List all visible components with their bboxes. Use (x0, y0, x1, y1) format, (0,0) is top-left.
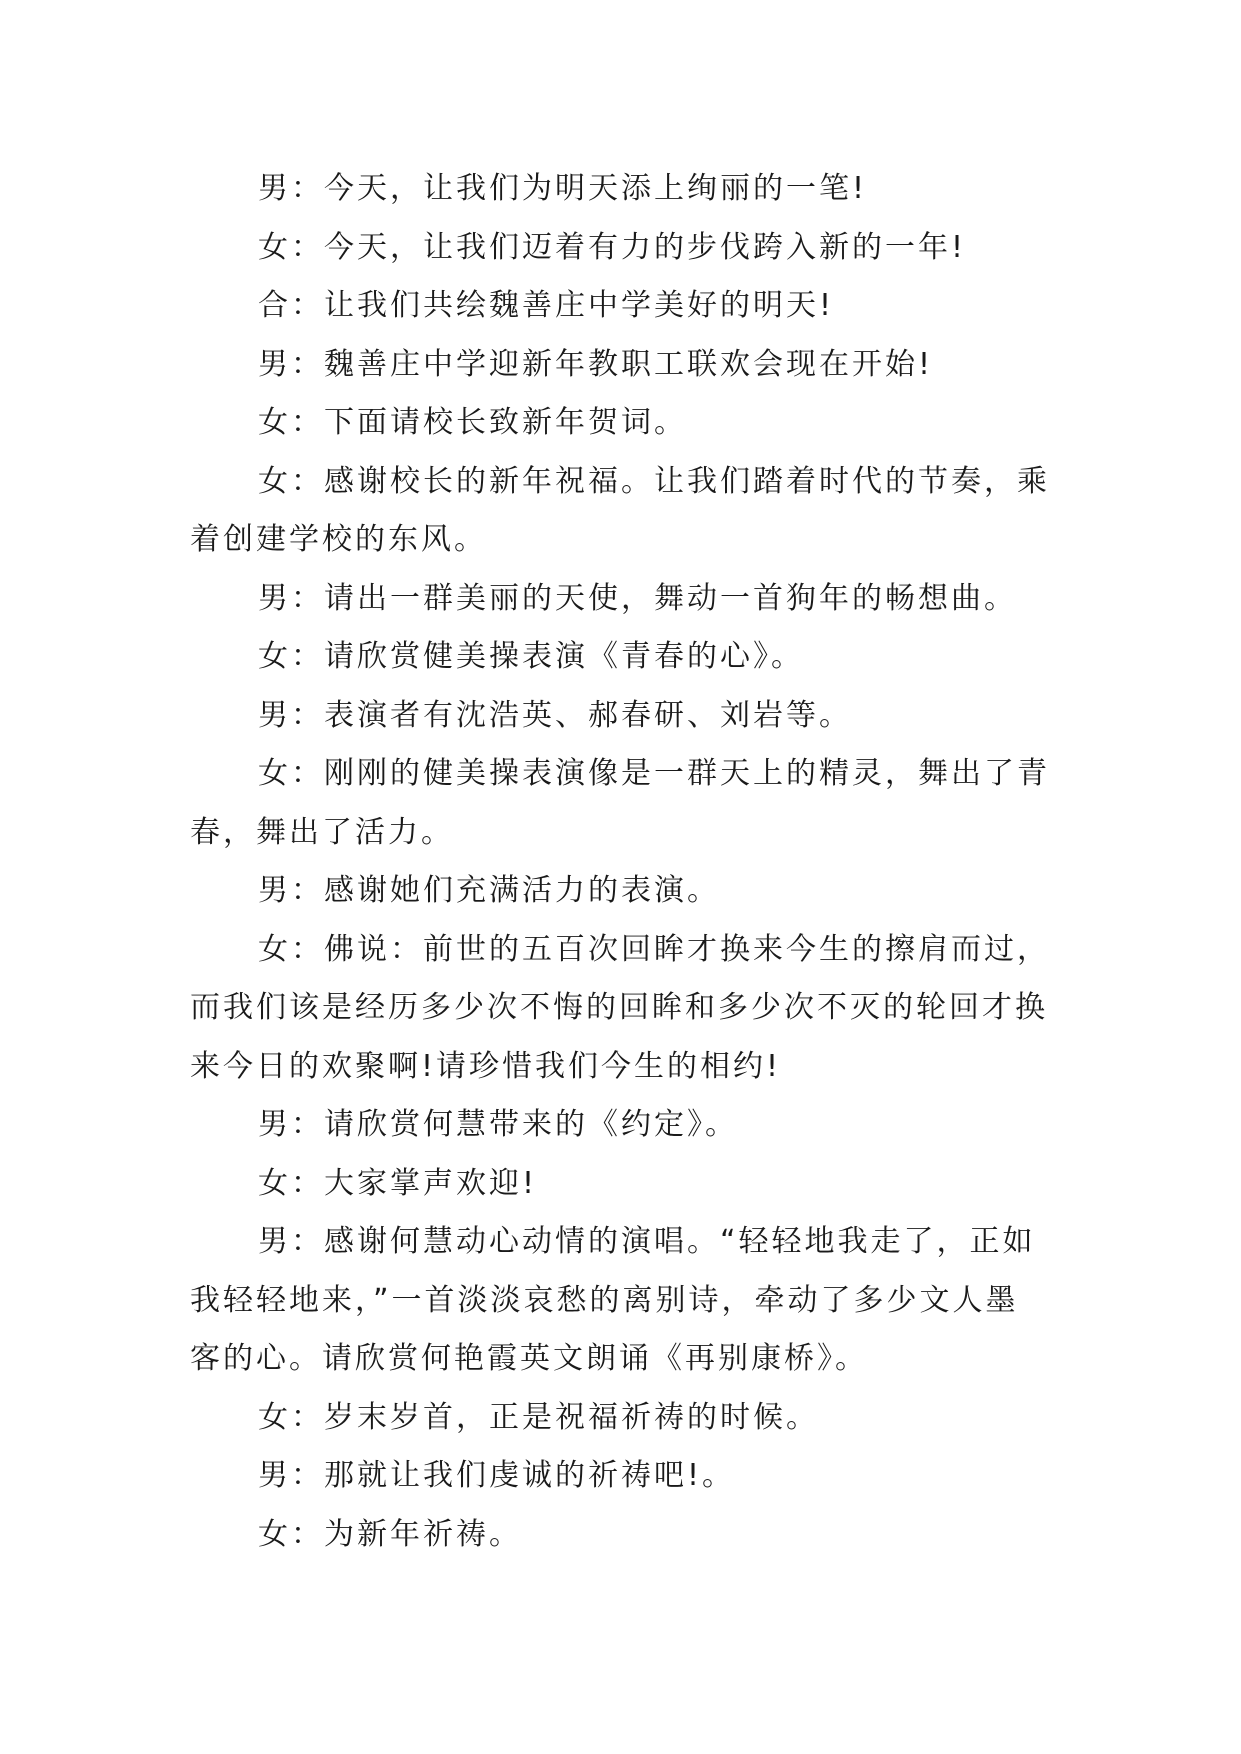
paragraph: 女：佛说：前世的五百次回眸才换来今生的擦肩而过，而我们该是经历多少次不悔的回眸和多少次不灭的轮回才换来今日的欢聚啊!请珍惜我们今生的相约! (190, 931, 1050, 1084)
paragraph: 女：岁末岁首，正是祝福祈祷的时候。 (258, 1399, 819, 1435)
paragraph: 男：感谢何慧动心动情的演唱。“轻轻地我走了，正如我轻轻地来，”一首淡淡哀愁的离别诗，牵动了多少文人墨客的心。请欣赏何艳霞英文朗诵《再别康桥》。 (190, 1224, 1036, 1376)
paragraph: 男：感谢她们充满活力的表演。 (258, 873, 720, 908)
paragraph: 合：让我们共绘魏善庄中学美好的明天! (258, 288, 835, 323)
paragraph: 女：为新年祈祷。 (258, 1516, 522, 1552)
paragraph: 女：请欣赏健美操表演《青春的心》。 (258, 639, 804, 674)
paragraph: 男：请出一群美丽的天使，舞动一首狗年的畅想曲。 (258, 580, 1017, 616)
paragraph: 男：那就让我们虔诚的祈祷吧!。 (258, 1458, 736, 1493)
paragraph: 女：刚刚的健美操表演像是一群天上的精灵，舞出了青春，舞出了活力。 (190, 756, 1050, 850)
paragraph: 女：今天，让我们迈着有力的步伐跨入新的一年! (258, 229, 967, 265)
paragraph: 男：表演者有沈浩英、郝春研、刘岩等。 (258, 697, 852, 733)
paragraph: 男：今天，让我们为明天添上绚丽的一笔! (258, 171, 868, 206)
paragraph: 男：魏善庄中学迎新年教职工联欢会现在开始! (258, 346, 934, 382)
paragraph: 女：大家掌声欢迎! (258, 1165, 538, 1201)
paragraph: 女：感谢校长的新年祝福。让我们踏着时代的节奏，乘着创建学校的东风。 (190, 463, 1050, 557)
paragraph: 男：请欣赏何慧带来的《约定》。 (258, 1107, 738, 1142)
paragraph: 女：下面请校长致新年贺词。 (258, 405, 687, 440)
document-page (190, 160, 1050, 1564)
